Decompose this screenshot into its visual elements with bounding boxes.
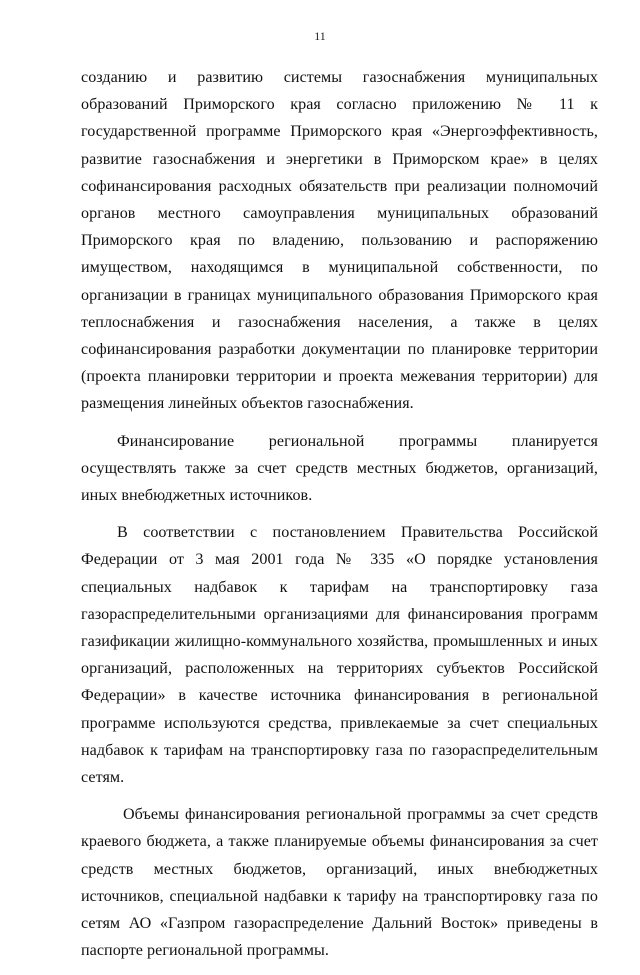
paragraph-2: Финансирование региональной программы планируется осуществлять также за счет средств местных бюджетов, организаций, иных внебюджетных источников. bbox=[81, 432, 598, 505]
document-body bbox=[81, 64, 598, 975]
paragraph-4: Объемы финансирования региональной программы за счет средств краевого бюджета, а также планируемые объемы финансирования за счет средств местных бюджетов, организаций, иных внебюджетных источников, специальной надбавки к тарифу на транспортировку газа по сетям АО «Газпром газораспределение Дальний Восток» приведены в паспорте региональной программы. bbox=[81, 806, 598, 960]
paragraph-3: В соответствии с постановлением Правительства Российской Федерации от 3 мая 2001 года № 335 «О порядке установления специальных надбавок к тарифам на транспортировку газа газораспределительными организациями для финансирования программ газификации жилищно-коммунального хозяйства, промышленных и иных организаций, расположенных на территориях субъектов Российской Федерации» в качестве источника финансирования в региональной программе используются средства, привлекаемые за счет специальных надбавок к тарифам на транспортировку газа по газораспределительным сетям. bbox=[81, 524, 598, 787]
paragraph-1: созданию и развитию системы газоснабжения муниципальных образований Приморского края согласно приложению № 11 к государственной программе Приморского края «Энергоэффективность, развитие газоснабжения и энергетики в Приморском крае» в целях софинансирования расходных обязательств при реализации полномочий органов местного самоуправления муниципальных образований Приморского края по владению, пользованию и распоряжению имуществом, находящимся в муниципальной собственности, по организации в границах муниципального образования Приморского края теплоснабжения и газоснабжения населения, а также в целях софинансирования разработки документации по планировке территории (проекта планировки территории и проекта межевания территории) для размещения линейных объектов газоснабжения. bbox=[81, 69, 598, 413]
page-number: 11 bbox=[314, 29, 326, 43]
